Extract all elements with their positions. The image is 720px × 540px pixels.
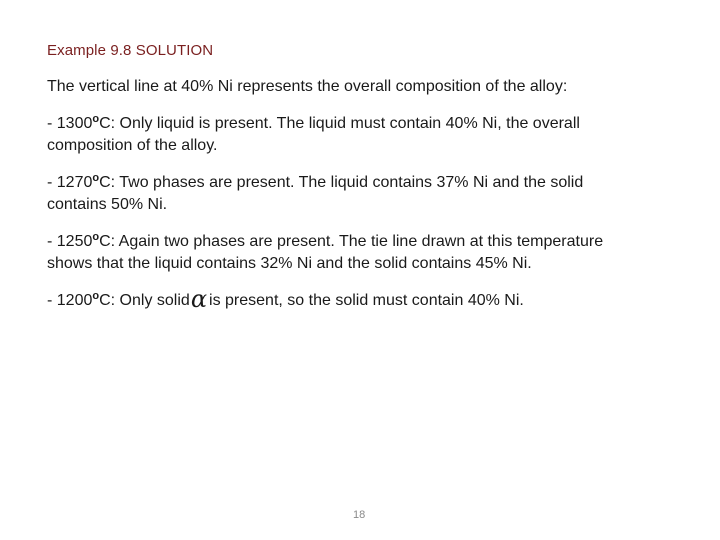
paragraph-text: C: Again two phases are present. The tie line drawn at this temperature shows that the liquid contains 32% Ni and the solid contains 45% Ni.	[47, 233, 604, 272]
temperature-prefix: - 1250	[47, 233, 93, 250]
paragraph-intro: The vertical line at 40% Ni represents the overall composition of the alloy:	[47, 78, 568, 95]
page-number: 18	[353, 509, 366, 521]
temperature-prefix: - 1200	[47, 292, 93, 309]
paragraph-1200	[47, 285, 607, 312]
degree-symbol: o	[92, 113, 100, 125]
slide-title: Example 9.8 SOLUTION	[47, 42, 214, 59]
alpha-symbol: α	[190, 285, 208, 313]
slide-body	[47, 76, 607, 322]
degree-symbol: o	[92, 231, 100, 243]
degree-symbol: o	[92, 290, 100, 302]
degree-symbol: o	[92, 172, 100, 184]
temperature-prefix: - 1270	[47, 174, 93, 191]
paragraph-1300	[47, 108, 607, 157]
temperature-prefix: - 1300	[47, 115, 93, 132]
paragraph-text-before: C: Only solid	[99, 292, 190, 309]
paragraph-1270	[47, 167, 607, 216]
paragraph-text: C: Only liquid is present. The liquid must contain 40% Ni, the overall composition of the alloy.	[47, 115, 580, 154]
paragraph-text: C: Two phases are present. The liquid contains 37% Ni and the solid contains 50% Ni.	[47, 174, 584, 213]
paragraph-1250	[47, 226, 607, 275]
paragraph-text-after: is present, so the solid must contain 40% Ni.	[209, 292, 524, 309]
